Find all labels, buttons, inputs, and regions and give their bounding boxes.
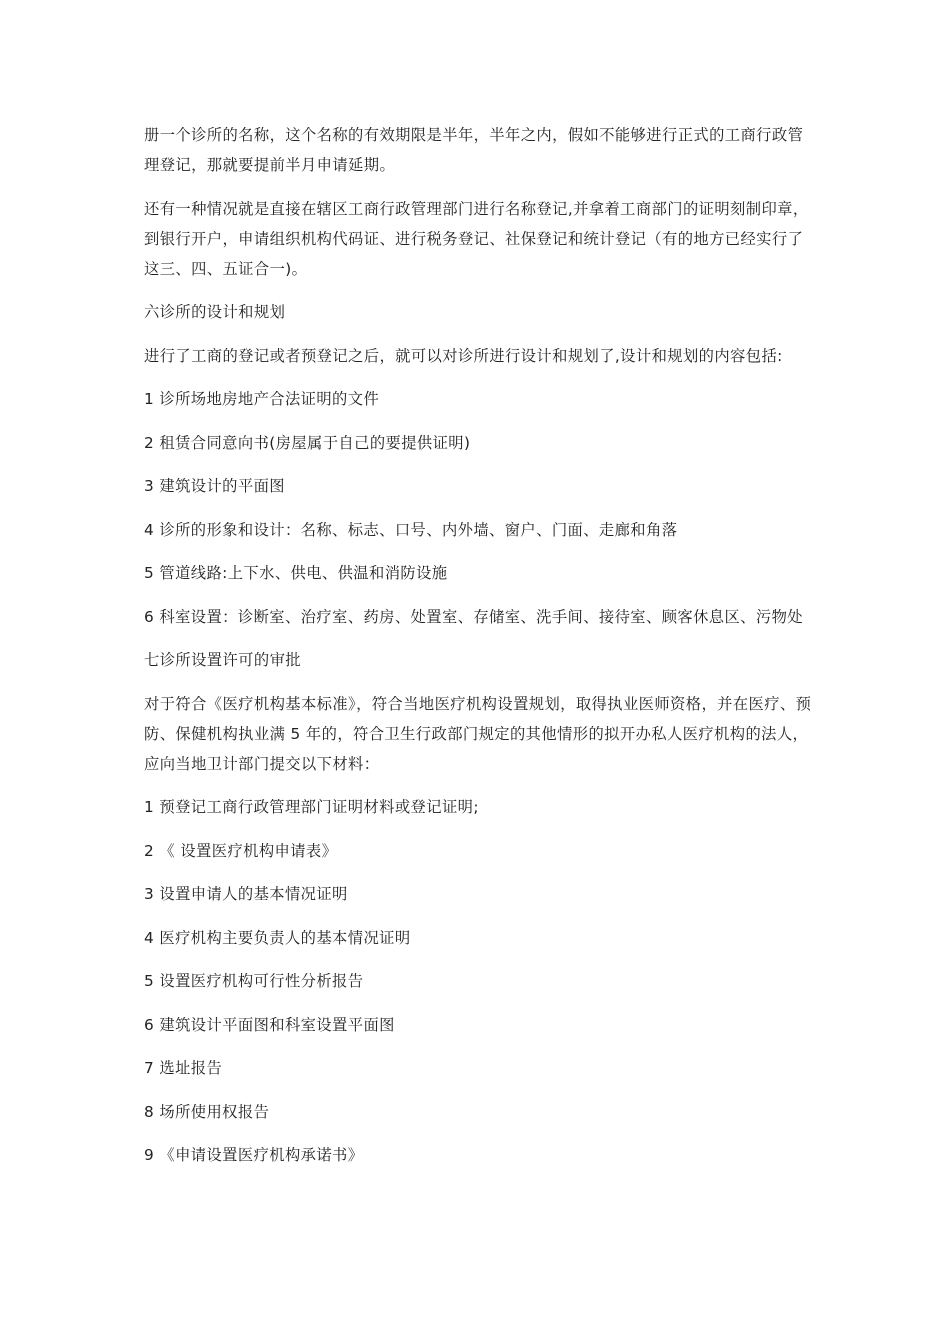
list-item: 4 医疗机构主要负责人的基本情况证明	[144, 928, 411, 947]
paragraph-direct-registration: 还有一种情况就是直接在辖区工商行政管理部门进行名称登记,并拿着工商部门的证明刻制印章，到银行开户，申请组织机构代码证、进行税务登记、社保登记和统计登记（有的地方已经实行了这三、四、五证合一)。	[144, 199, 809, 278]
section-heading-approval: 七诊所设置许可的审批	[144, 651, 301, 669]
list-item: 2 租赁合同意向书(房屋属于自己的要提供证明)	[144, 433, 471, 452]
list-item: 3 建筑设计的平面图	[144, 477, 285, 495]
document-body	[144, 120, 812, 1184]
list-item: 5 管道线路:上下水、供电、供温和消防设施	[144, 564, 448, 582]
paragraph-name-validity: 册一个诊所的名称，这个名称的有效期限是半年，半年之内，假如不能够进行正式的工商行政管理登记，那就要提前半月申请延期。	[144, 126, 804, 174]
section-heading-design: 六诊所的设计和规划	[144, 303, 286, 321]
list-item: 4 诊所的形象和设计：名称、标志、口号、内外墙、窗户、门面、走廊和角落	[144, 520, 678, 539]
list-item: 8 场所使用权报告	[144, 1102, 270, 1121]
list-item: 6 建筑设计平面图和科室设置平面图	[144, 1015, 395, 1034]
list-item: 5 设置医疗机构可行性分析报告	[144, 972, 364, 990]
list-item: 7 选址报告	[144, 1059, 223, 1077]
list-item: 3 设置申请人的基本情况证明	[144, 885, 348, 903]
list-item: 2 《 设置医疗机构申请表》	[144, 841, 338, 860]
list-item: 1 诊所场地房地产合法证明的文件	[144, 390, 380, 408]
paragraph-approval-requirements: 对于符合《医疗机构基本标准》，符合当地医疗机构设置规划，取得执业医师资格，并在医疗、预防、保健机构执业满 5 年的，符合卫生行政部门规定的其他情形的拟开办私人医疗机构的法人，应向当地卫计部门提交以下材料：	[144, 694, 812, 773]
paragraph-design-intro: 进行了工商的登记或者预登记之后，就可以对诊所进行设计和规划了,设计和规划的内容包括:	[144, 346, 783, 365]
list-item: 6 科室设置：诊断室、治疗室、药房、处置室、存储室、洗手间、接待室、顾客休息区、污物处	[144, 607, 803, 626]
list-item: 1 预登记工商行政管理部门证明材料或登记证明;	[144, 798, 479, 816]
list-item: 9 《申请设置医疗机构承诺书》	[144, 1146, 364, 1164]
